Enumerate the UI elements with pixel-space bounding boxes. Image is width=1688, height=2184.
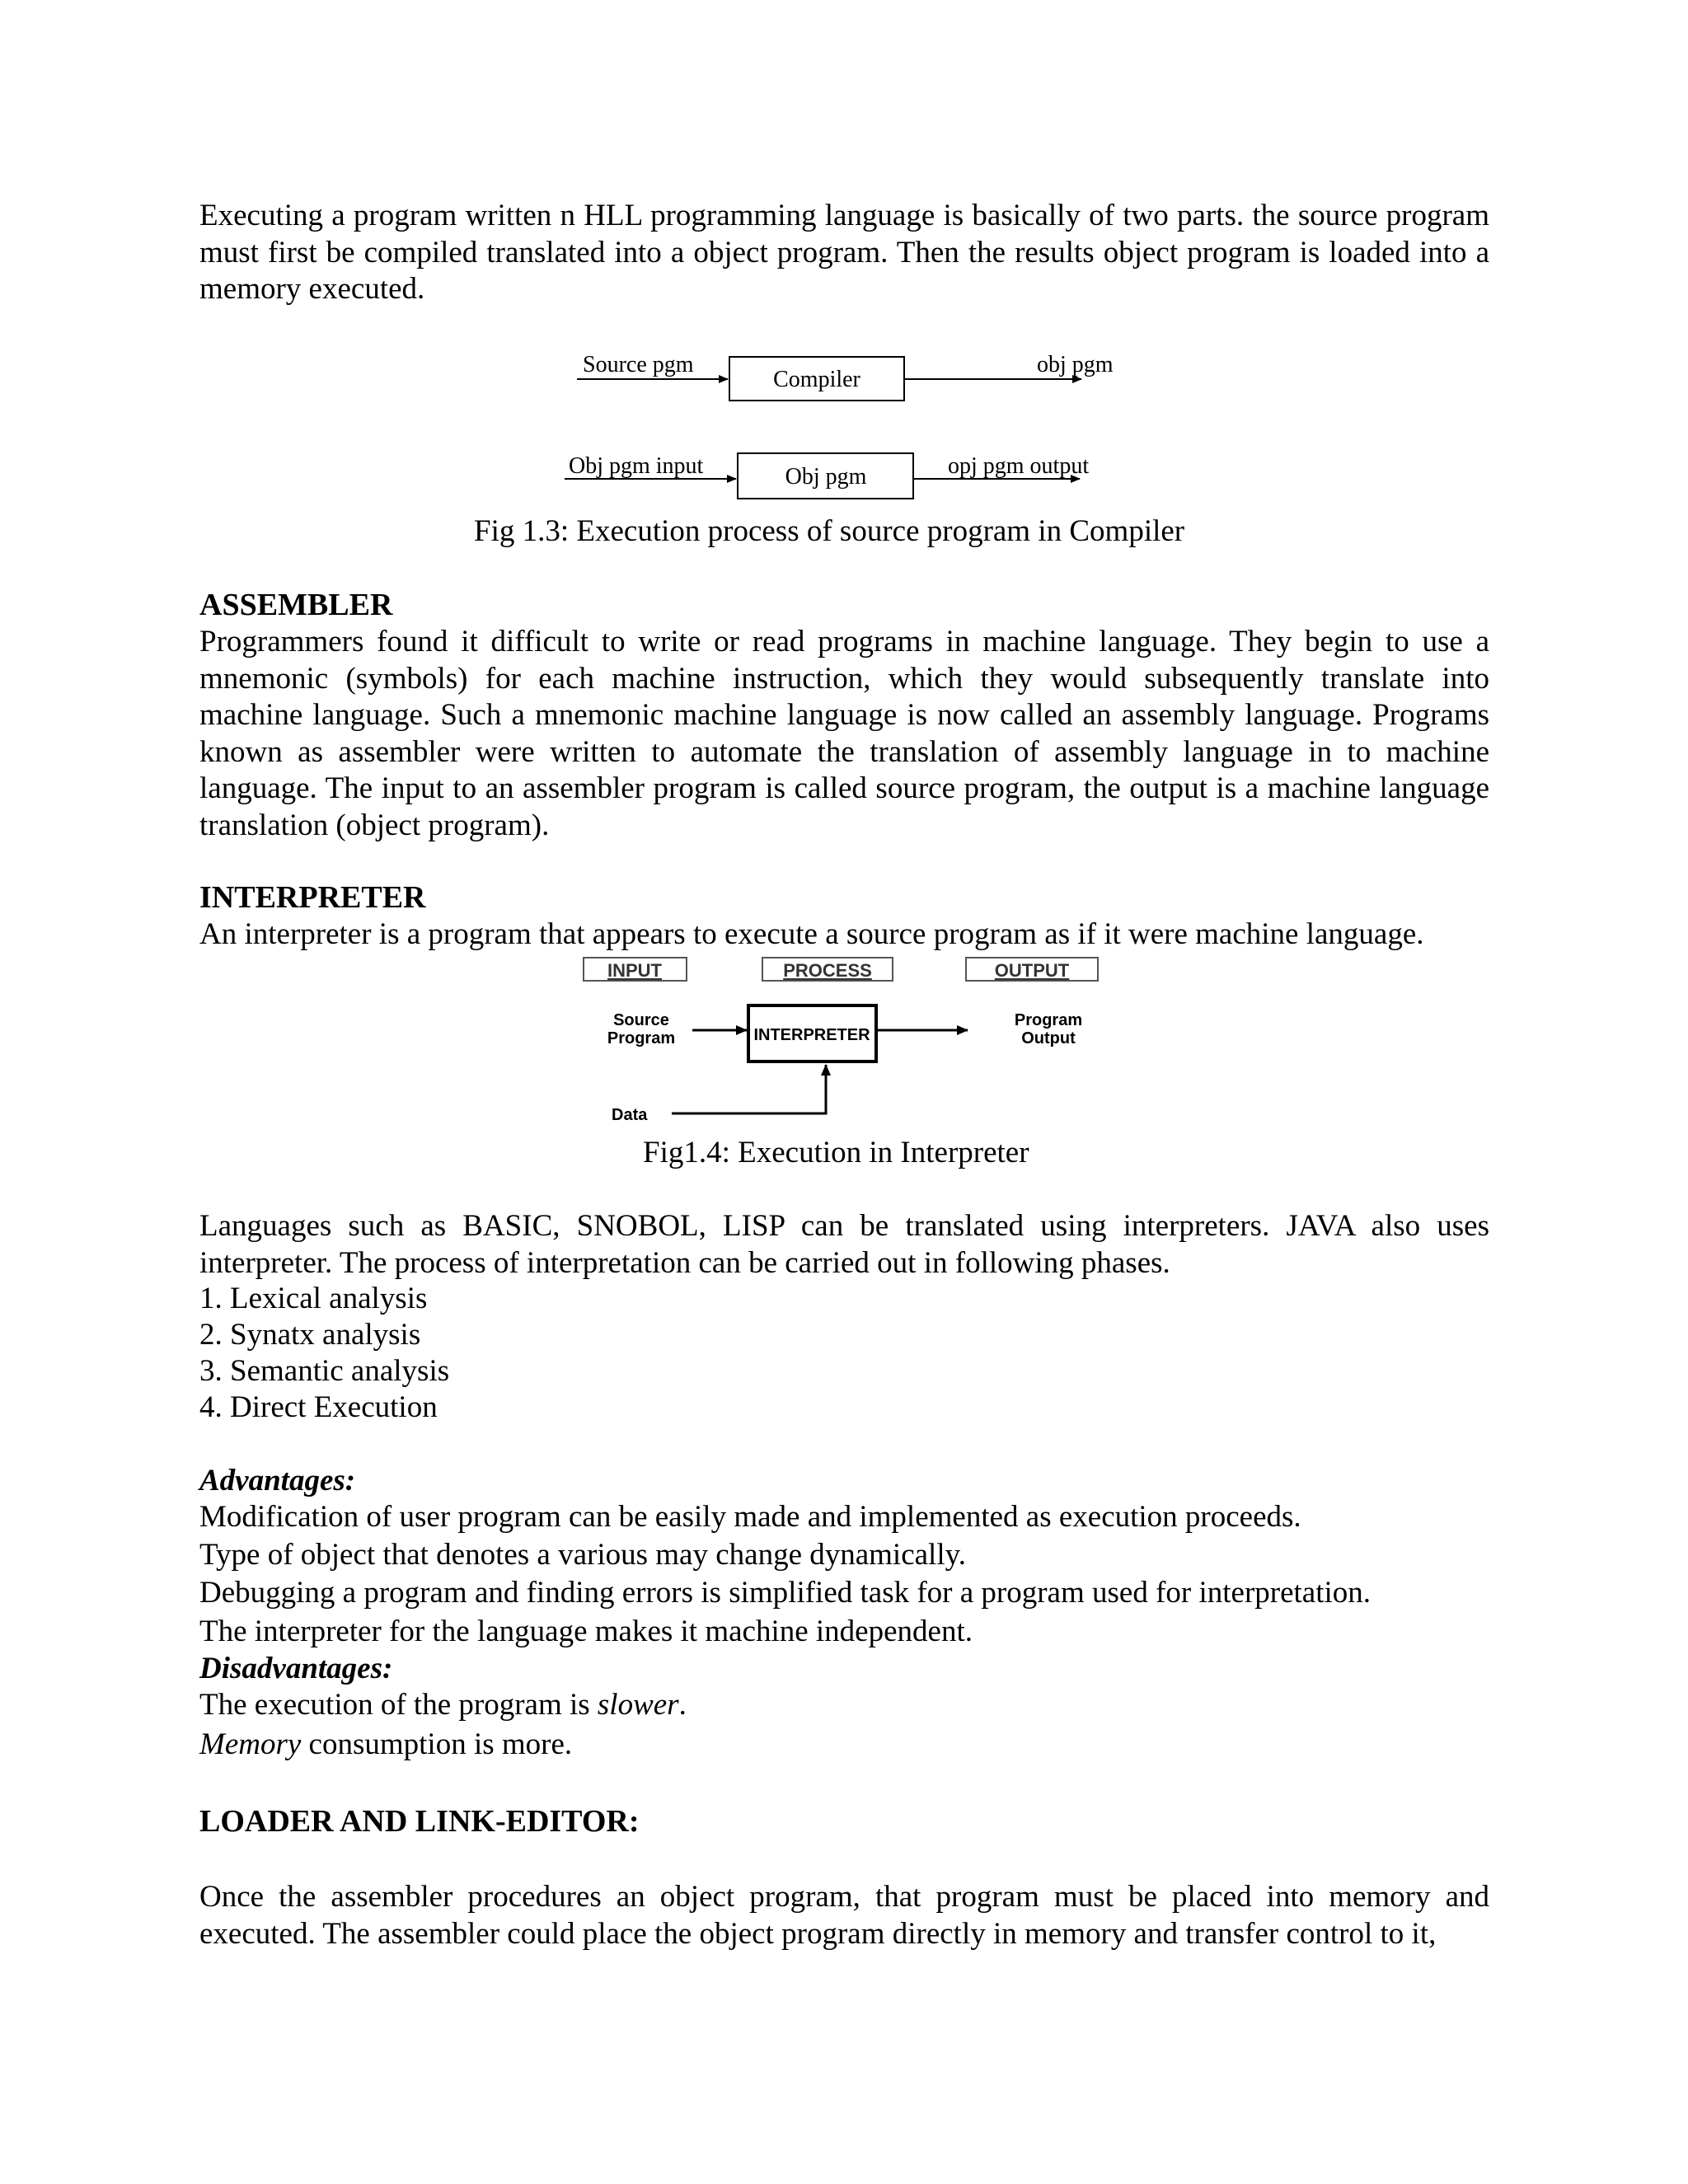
fig14-caption: Fig1.4: Execution in Interpreter [643,1136,1029,1169]
output-header: OUTPUT [994,960,1070,981]
intro-paragraph: Executing a program written n HLL programming language is basically of two parts. the source program must first be compiled translated into a object program. Then the results object program is loaded into a memory executed. [199,199,1489,306]
interpreter-figure [577,954,1121,1127]
phase-item: 2. Synatx analysis [199,1318,421,1352]
disadvantage-text: The execution of the program is [199,1688,598,1722]
advantage-item: Type of object that denotes a various may change dynamically. [199,1538,966,1572]
source-line1: Source [613,1011,669,1029]
phase-item: 1. Lexical analysis [199,1282,428,1315]
disadvantages-heading: Disadvantages: [199,1652,393,1685]
source-line2: Program [607,1029,676,1047]
advantages-heading: Advantages: [199,1464,356,1497]
data-to-interpreter-arrow [672,1065,826,1113]
source-pgm-label: Source pgm [583,352,694,377]
slower-word: slower [597,1688,679,1722]
disadvantage-item-slower [199,1687,687,1723]
interpreter-heading: INTERPRETER [199,880,426,915]
compiler-label: Compiler [773,367,860,392]
obj-pgm-box-label: Obj pgm [785,464,867,490]
phase-item: 3. Semantic analysis [199,1354,450,1388]
memory-word: Memory [199,1727,302,1761]
loader-heading: LOADER AND LINK-EDITOR: [199,1804,640,1839]
advantage-item: Debugging a program and finding errors is simplified task for a program used for interpretation. [199,1576,1372,1610]
disadvantage-text: consumption is more. [301,1727,573,1761]
program-output-line2: Output [1021,1029,1076,1047]
compiler-figure [560,344,1154,509]
data-label: Data [612,1106,648,1124]
interpreter-paragraph: An interpreter is a program that appears to execute a source program as if it were machine language. [199,917,1424,951]
disadvantage-item-memory [199,1727,572,1763]
obj-pgm-label: obj pgm [1037,352,1114,377]
advantage-item: The interpreter for the language makes it machine independent. [199,1615,973,1648]
obj-pgm-input-label: Obj pgm input [569,453,704,479]
opj-pgm-output-label: opj pgm output [948,453,1090,479]
process-header: PROCESS [783,960,872,981]
loader-paragraph: Once the assembler procedures an object program, that program must be placed into memory and executed. The assembler could place the object program directly in memory and transfer control to it, [199,1880,1489,1951]
period: . [678,1688,687,1722]
input-header: INPUT [607,960,662,981]
program-output-line1: Program [1014,1011,1083,1029]
interpreter-box-label: INTERPRETER [753,1026,870,1044]
fig13-caption: Fig 1.3: Execution process of source program in Compiler [474,514,1185,548]
phase-item: 4. Direct Execution [199,1390,438,1424]
assembler-paragraph: Programmers found it difficult to write or read programs in machine language. They begin to use a mnemonic (symbols) for each machine instruction, which they would subsequently translate into machine language. Such a mnemonic machine language is now called an assembly language. Programs known as assembler were written to automate the translation of assembly language in to machine language. The input to an assembler program is called source program, the output is a machine language translation (object program). [199,625,1489,842]
advantage-item: Modification of user program can be easily made and implemented as execution proceeds. [199,1500,1301,1534]
assembler-heading: ASSEMBLER [199,588,393,622]
languages-paragraph: Languages such as BASIC, SNOBOL, LISP can be translated using interpreters. JAVA also uses interpreter. The process of interpretation can be carried out in following phases. [199,1209,1489,1280]
